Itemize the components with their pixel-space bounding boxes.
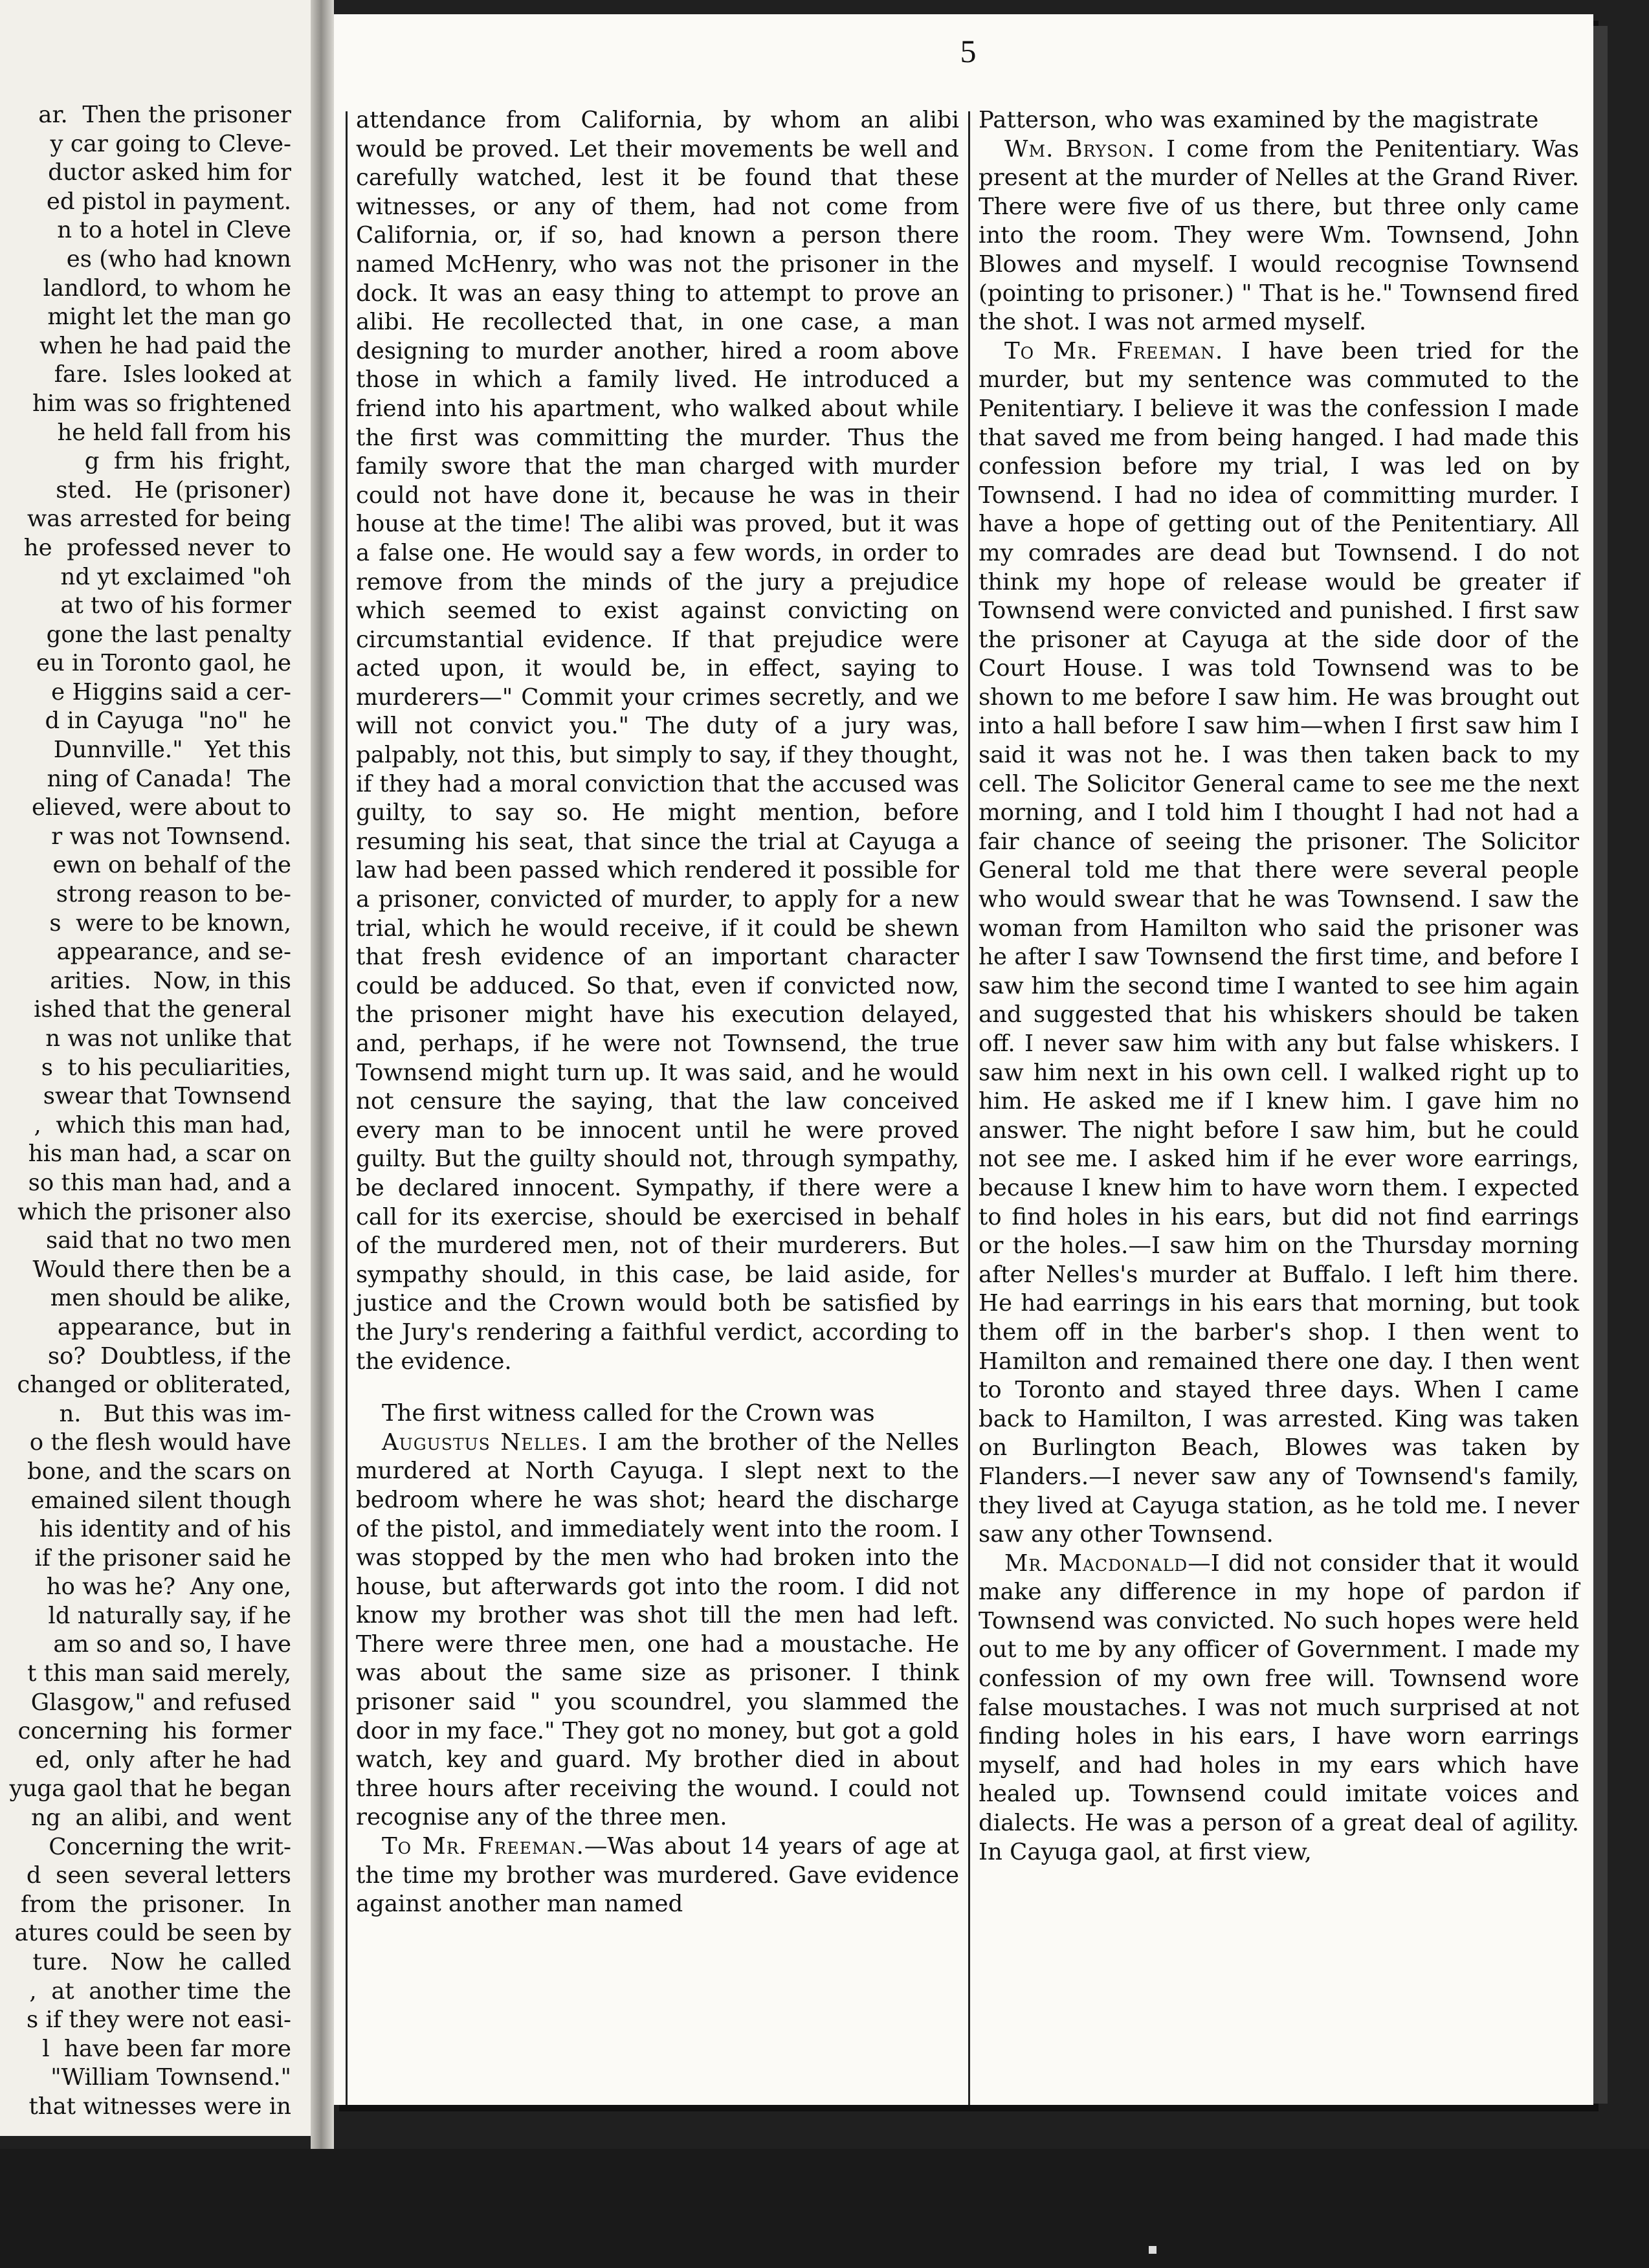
left-fragment-line: arities. Now, in this: [50, 967, 291, 994]
left-fragment-line: yuga gaol that he began: [9, 1775, 291, 1803]
left-fragment-line: that witnesses were in: [28, 2093, 291, 2120]
left-fragment-line: he held fall from his: [57, 419, 291, 446]
right-page: [334, 14, 1593, 2105]
left-fragment-line: he professed never to: [23, 534, 291, 561]
left-fragment-line: ed, only after he had: [35, 1746, 291, 1773]
testimony-text: I have been tried for the murder, but my sentence was commuted to the Penitentiary. I believe it was the confession I made that saved me from being hanged. I had made this confession before my trial, I was led on by Townsend. I had no idea of committing murder. I have a hope of getting out of the Penitentiary. All my comrades are dead but Townsend. I do not think my hope of release would be greater if Townsend were convicted and punished. I first saw the prisoner at Cayuga at the side door of the Court House. I was told Townsend was to be shown to me before I saw him. He was brought out into a hall before I saw him—when I first saw him I said it was not he. I was then taken back to my cell. The Solicitor General came to see me the next morning, and I told him I thought I had not had a fair chance of seeing the prisoner. The Solicitor General told me that there were several people who would swear that he was Townsend. I saw the woman from Hamilton who said the prisoner was he after I saw Townsend the first time, and before I saw him the second time I wanted to see him again and suggested that his whiskers should be taken off. I never saw him with any but false whiskers. I saw him next in his own cell. I walked right up to him. He asked me if I knew him. I gave him no answer. The night before I saw him, but he could not see me. I asked him if he ever wore earrings, because I knew him to have worn them. I expected to find holes in his ears, but did not find earrings or the holes.—I saw him on the Thursday morning after Nelles's murder at Buffalo. I left him there. He had earrings in his ears that morning, but took them off in the barber's shop. I then went to Hamilton and remained there one day. I then went to Toronto and stayed three days. When I came back to Hamilton, I was arrested. King was taken on Burlington Beach, Blowes was taken by Flanders.—I never saw any of Townsend's family, they lived at Cayuga station, as he told me. I never saw any other Townsend.: [979, 337, 1580, 1548]
left-column-text: [10, 101, 291, 2122]
left-fragment-line: ng an alibi, and went: [31, 1805, 291, 1832]
left-fragment-line: d seen several letters: [26, 1862, 291, 1889]
left-fragment-line: his man had, a scar on: [28, 1140, 291, 1168]
right-column: [979, 106, 1579, 1867]
left-fragment-line: am so and so, I have: [53, 1631, 291, 1658]
testimony-text: I come from the Penitentiary. Was present at the murder of Nelles at the Grand River. There were five of us there, but three only came into the room. They were Wm. Townsend, John Blowes and myself. I would recognise Townsend (pointing to prisoner.) " That is he." Townsend fired the shot. I was not armed myself.: [979, 135, 1579, 336]
column-rule-left: [346, 111, 348, 2105]
left-fragment-line: was arrested for being: [27, 506, 291, 533]
left-fragment-line: eu in Toronto gaol, he: [36, 650, 291, 677]
left-fragment-line: ished that the general: [34, 996, 291, 1023]
speaker-name: To Mr. Freeman.: [1004, 337, 1224, 364]
left-fragment-line: ho was he? Any one,: [46, 1573, 291, 1601]
scan-dust: [1149, 2246, 1157, 2254]
left-fragment-line: Concerning the writ-: [34, 1833, 291, 1860]
left-fragment-line: d in Cayuga "no" he: [45, 707, 291, 735]
right-paragraph-3: [979, 337, 1579, 1550]
middle-paragraph-3: [356, 1429, 959, 1832]
left-fragment-line: bone, and the scars on: [27, 1458, 291, 1485]
left-fragment-line: , which this man had,: [34, 1111, 291, 1139]
left-fragment-line: o the flesh would have: [29, 1429, 291, 1456]
left-fragment-line: atures could be seen by: [14, 1920, 291, 1947]
left-fragment-line: ld naturally say, if he: [48, 1602, 291, 1629]
left-fragment-line: s were to be known,: [49, 909, 291, 937]
left-fragment-line: which the prisoner also: [17, 1198, 291, 1225]
left-fragment-line: e Higgins said a cer-: [51, 678, 291, 706]
right-paragraph-4: [979, 1550, 1579, 1867]
left-fragment-line: ture. Now he called: [32, 1949, 291, 1975]
page-edge-shadow: [1593, 26, 1608, 2104]
testimony-text: —Was about 14 years of age at the time my brother was murdered. Gave evidence against another man named: [356, 1833, 959, 1918]
book-gutter: [311, 0, 334, 2149]
left-fragment-line: so this man had, and a: [28, 1169, 291, 1196]
left-fragment-line: ning of Canada! The: [47, 765, 291, 792]
speaker-name: Mr. Macdonald: [1004, 1550, 1188, 1577]
page-number: 5: [960, 33, 977, 69]
left-fragment-line: Glasgow," and refused: [30, 1689, 291, 1716]
left-fragment-line: strong reason to be-: [56, 881, 291, 908]
left-fragment-line: ar. Then the prisoner: [38, 102, 291, 128]
middle-paragraph-1: attendance from California, by whom an alibi would be proved. Let their movements be well and carefully watched, lest it be found that these witnesses, or any of them, had not come from California, or, if so, had known a person there named McHenry, who was not the prisoner in the dock. It was an easy thing to attempt to prove an alibi. He recollected that, in one case, a man designing to murder another, hired a room above those in which a family lived. He introduced a friend into his apartment, who walked about while the first was committing the murder. Thus the family swore that the man charged with murder could not have done it, because he was in their house at the time! The alibi was proved, but it was a false one. He would say a few words, in order to remove from the minds of the jury a prejudice which seemed to exist against convicting on circumstantial evidence. If that prejudice were acted upon, it would be, in effect, saying to murderers—" Commit your crimes secretly, and we will not convict you." The duty of a jury was, palpably, not this, but simply to say, if they thought, if they had a moral conviction that the accused was guilty, to say so. He might mention, before resuming his seat, that since the trial at Cayuga a law had been passed which rendered it possible for a prisoner, convicted of murder, to apply for a new trial, which he would receive, if it could be shewn that fresh evidence of an important character could be adduced. So that, even if convicted now, the prisoner might have his execution delayed, and, perhaps, if he were not Townsend, the true Townsend might turn up. It was said, and he would not censure the saying, that the law conceived every man to be innocent until he were proved guilty. But the guilty should not, through sympathy, be declared innocent. Sympathy, if there were a call for its exercise, should be exercised in behalf of the murdered men, not of their murderers. But sympathy should, in this case, be laid aside, for justice and the Crown would both be satisfied by the Jury's rendering a faithful verdict, according to the evidence.: [356, 107, 959, 1375]
left-fragment-line: fare. Isles looked at: [54, 361, 291, 388]
right-paragraph-1: Patterson, who was examined by the magistrate: [979, 107, 1539, 133]
left-fragment-line: so? Doubtless, if the: [47, 1342, 291, 1370]
left-fragment-line: s to his peculiarities,: [41, 1054, 291, 1081]
left-fragment-line: at two of his former: [60, 592, 291, 619]
middle-paragraph-4: [356, 1832, 959, 1919]
left-fragment-line: l have been far more: [42, 2035, 291, 2062]
left-fragment-line: when he had paid the: [39, 332, 291, 359]
left-fragment-line: him was so frightened: [32, 390, 291, 417]
left-fragment-line: might let the man go: [47, 304, 291, 331]
speaker-name: To Mr. Freeman.: [382, 1833, 584, 1860]
left-fragment-line: if the prisoner said he: [19, 1544, 291, 1572]
left-fragment-line: swear that Townsend: [36, 1083, 291, 1110]
speaker-name: Wm. Bryson.: [1004, 135, 1155, 162]
middle-column: [356, 106, 959, 1919]
paragraph-gap: [356, 1376, 959, 1399]
left-fragment-line: "William Townsend.": [43, 2064, 291, 2091]
testimony-text: I am the brother of the Nelles murdered at North Cayuga. I slept next to the bedroom where he was shot; heard the discharge of the pistol, and immediately went into the room. I was stopped by the men who had broken into the house, but afterwards got into the room. I did not know my brother was shot till the men had left. There were three men, one had a moustache. He was about the same size as prisoner. I think prisoner said " you scoundrel, you slammed the door in my face." They got no money, but got a gold watch, key and guard. My brother died in about three hours after receiving the wound. I could not recognise any of the three men.: [356, 1429, 959, 1831]
left-fragment-line: sted. He (prisoner): [56, 476, 291, 504]
left-fragment-line: elieved, were about to: [31, 794, 291, 821]
left-fragment-line: from the prisoner. In: [20, 1891, 291, 1918]
left-fragment-line: landlord, to whom he: [43, 274, 291, 302]
left-fragment-line: ductor asked him for: [48, 159, 291, 186]
left-fragment-line: his identity and of his: [32, 1516, 291, 1543]
left-fragment-line: changed or obliterated,: [17, 1372, 291, 1399]
left-fragment-line: r was not Townsend.: [51, 823, 291, 850]
left-fragment-line: nd yt exclaimed "oh: [60, 563, 291, 590]
left-fragment-line: t this man said merely,: [27, 1660, 291, 1687]
speaker-name: Augustus Nelles.: [382, 1429, 589, 1456]
left-fragment-line: concerning his former: [17, 1718, 291, 1745]
left-fragment-line: said that no two men: [46, 1227, 291, 1254]
left-fragment-line: n. But this was im-: [59, 1400, 291, 1427]
left-fragment-line: emained silent though: [30, 1487, 291, 1514]
middle-paragraph-2: The first witness called for the Crown was: [382, 1400, 875, 1427]
left-fragment-line: men should be alike,: [43, 1285, 291, 1312]
left-fragment-line: ewn on behalf of the: [52, 852, 291, 879]
testimony-text: —I did not consider that it would make any difference in my hope of pardon if Townsend was convicted. No such hopes were held out to me by any officer of Government. I made my confession of my own free will. Townsend wore false moustaches. I was not much surprised at not finding holes in his ears, I have worn earrings myself, and had holes in my ears which have healed up. Townsend could imitate voices and dialects. He was a person of a great deal of agility. In Cayuga gaol, at first view,: [979, 1550, 1579, 1865]
left-fragment-line: n was not unlike that: [45, 1025, 291, 1052]
left-fragment-line: gone the last penalty: [46, 621, 291, 648]
left-fragment-line: y car going to Cleve-: [50, 130, 291, 157]
left-fragment-line: Dunnville." Yet this: [53, 737, 291, 764]
left-fragment-line: appearance, but in: [43, 1313, 291, 1340]
left-fragment-line: Would there then be a: [32, 1256, 291, 1283]
left-fragment-line: ed pistol in payment.: [46, 188, 291, 215]
right-paragraph-2: [979, 135, 1579, 337]
left-fragment-line: es (who had known: [66, 245, 291, 272]
left-fragment-line: s if they were not easi-: [27, 2007, 291, 2034]
scan-background: [0, 2149, 1649, 2268]
left-fragment-line: , at another time the: [29, 1977, 291, 2005]
column-rule-middle: [968, 111, 970, 2105]
left-fragment-line: g frm his fright,: [84, 448, 291, 475]
left-page-fragment: [0, 0, 311, 2136]
left-fragment-line: appearance, and se-: [41, 939, 291, 966]
left-fragment-line: n to a hotel in Cleve: [57, 217, 291, 244]
